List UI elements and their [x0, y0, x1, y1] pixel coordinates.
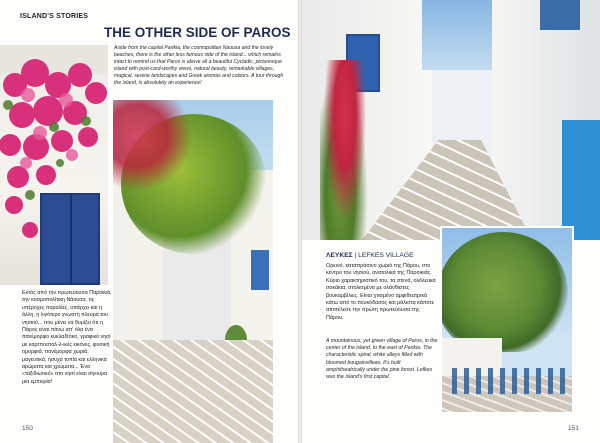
photo-blue-shutter — [540, 0, 580, 30]
right-page — [302, 0, 600, 443]
village-heading — [326, 252, 414, 259]
page-title: THE OTHER SIDE OF PAROS — [104, 25, 291, 40]
village-text-greek: Ορεινό, καταπράσινο χωριό της Πάρου, στο κέντρο του νησιού, ανατολικά της Παροικιάς. Κύριο χαρακτηριστικό του, τα στενά, ολόλευκα σοκάκια, στολισμένα με ολάνθιστες βουκαμβίλιες. Είναι χτισμένο αμφιθεατρικά κάτω από το πευκόδασος και μάλιστα κάποτε αποτέλεσε την πρώτη πρωτεύουσα της Πάρου. — [326, 263, 436, 321]
body-text-greek: Εκτός από την πρωτεύουσα Παροικιά, την κοσμοπολίτικη Νάουσα, τις υπέροχες παραλίες, υπάρχει και η άλλη, η λιγότερο γνωστή πλευρά του νησιού... που μένει να θυμίζει ότι η Πάρος είναι πάνω απ' όλα ένα πανέμορφο κυκλαδίτικο, γραφικό νησί με καρτποσταλ-λ-ικές εικόνες, φυσική ομορφιά, πανέμορφα χωριά, μαγευτικά, ήσυχα τοπία και ελληνικά αρώματα και χρώματα... Ένα «ταξιδιωτικό» στο νησί είναι σίγουρα μια εμπειρία! — [22, 290, 112, 385]
photo-stone-path — [113, 340, 273, 443]
photo-bougainvillea-door — [0, 45, 108, 285]
photo-white-alley — [302, 0, 600, 240]
photo-pine-cafe — [440, 226, 574, 414]
village-heading-greek: ΛΕΥΚΕΣ — [326, 252, 353, 259]
village-heading-divider: | — [354, 252, 359, 259]
blue-door — [40, 193, 100, 285]
left-page — [0, 0, 298, 443]
village-heading-english: LEFKES VILLAGE — [358, 252, 414, 259]
page-number-right: 151 — [568, 425, 579, 432]
photo-village-alley — [113, 100, 273, 443]
photo-geranium — [320, 60, 370, 240]
photo-pine-tree — [440, 232, 568, 352]
section-tag: ISLAND'S STORIES — [20, 13, 89, 20]
intro-paragraph: Aside from the capital Parikia, the cosmopolitan Naousa and the lovely beaches, there is the other less famous side of the island... which remains intact to remind us that Paros is above all a beautiful Cycladic, picturesque island with post-card-worthy views, natural beauty, remarkable villages, magical, serene landscapes and Greek aromas and colours. A tour through the island, is absolutely an experience! — [114, 45, 284, 86]
page-number-left: 150 — [22, 425, 33, 432]
village-text-english: A mountainous, yet green village of Paros, in the center of the island, to the east of Parikia. The characteristic spiral, white alleys filled with bloomed bougainvilleas. It's built amphitheatrically under the pine forest. Lefkes was the island's first capital. — [326, 338, 438, 381]
photo-cafe-chairs — [452, 368, 572, 394]
photo-blue-door — [562, 120, 600, 240]
photo-blue-door — [251, 250, 269, 290]
